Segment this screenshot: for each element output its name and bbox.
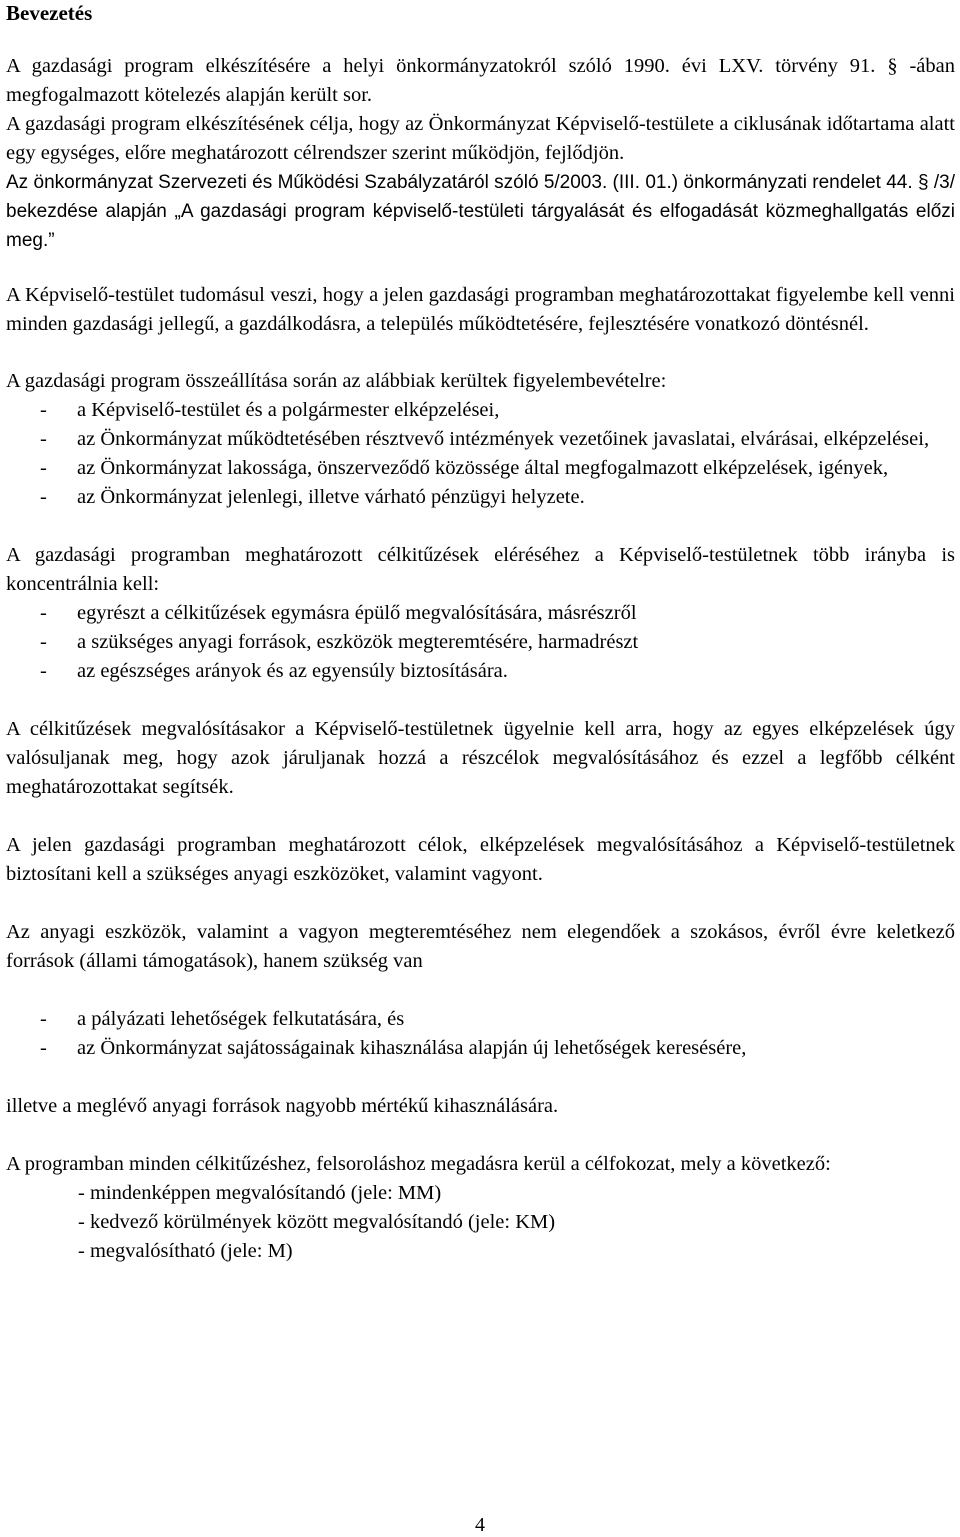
directions-list [6,599,955,686]
paragraph-resources: A jelen gazdasági programban meghatározott célok, elképzelések megvalósításához a Képviselő-testületnek biztosítani kell a szükséges anyagi eszközöket, valamint vagyont. [6,834,955,885]
considerations-list [6,396,955,512]
paragraph-considerations-intro: A gazdasági program összeállítása során az alábbiak kerültek figyelembevételre: [6,370,667,392]
paragraph-implementation: A célkitűzések megvalósításakor a Képviselő-testületnek ügyelnie kell arra, hogy az egyes elképzelések úgy valósuljanak meg, hogy azok járuljanak hozzá a részcélok megvalósításához és ezzel a legfőbb célként meghatározottakat segítsék. [6,718,955,798]
section-heading: Bevezetés [6,1,93,25]
document-page [6,0,955,1266]
list-item: - az Önkormányzat sajátosságainak kihasználása alapján új lehetőségek keresésére, [40,1037,747,1059]
intro-paragraph-legal-basis: A gazdasági program elkészítésére a helyi önkormányzatokról szóló 1990. évi LXV. törvény 91. § -ában megfogalmazott kötelezés alapján került sor. [6,55,955,106]
list-item: - az Önkormányzat működtetésében résztvevő intézmények vezetőinek javaslatai, elvárásai, elképzelései, [40,428,930,450]
list-item: - kedvező körülmények között megvalósítandó (jele: KM) [78,1211,556,1233]
list-item: - az egészséges arányok és az egyensúly biztosítására. [40,660,508,682]
list-item: - a pályázati lehetőségek felkutatására, és [40,1008,405,1030]
list-item: - az Önkormányzat lakossága, önszerveződő közössége által megfogalmazott elképzelések, igények, [40,457,889,479]
list-item: - az Önkormányzat jelenlegi, illetve várható pénzügyi helyzete. [40,486,585,508]
opportunities-list [6,1005,955,1063]
paragraph-council-acknowledgement: A Képviselő-testület tudomásul veszi, hogy a jelen gazdasági programban meghatározottakat figyelembe kell venni minden gazdasági jellegű, a gazdálkodásra, a település működtetésére, fejlesztésére vonatkozó döntésnél. [6,284,955,335]
list-item: - megvalósítható (jele: M) [78,1240,293,1262]
paragraph-target-levels: A programban minden célkitűzéshez, felsoroláshoz megadásra kerül a célfokozat, mely a következő: [6,1153,831,1175]
intro-paragraph-regulation: Az önkormányzat Szervezeti és Működési Szabályzatáról szóló 5/2003. (III. 01.) önkormányzati rendelet 44. § /3/ bekezdése alapján „A gazdasági program képviselő-testületi tárgyalását és elfogadását közmeghallgatás előzi meg.” [6,172,955,251]
list-item: - a szükséges anyagi források, eszközök megteremtésére, harmadrészt [40,631,639,653]
paragraph-existing-resources: illetve a meglévő anyagi források nagyobb mértékű kihasználására. [6,1095,559,1117]
list-item: - a Képviselő-testület és a polgármester elképzelései, [40,399,500,421]
page-number: 4 [475,1514,485,1536]
target-levels-list [6,1179,955,1266]
list-item: - egyrészt a célkitűzések egymásra épülő megvalósítására, másrészről [40,602,637,624]
intro-paragraph-purpose: A gazdasági program elkészítésének célja, hogy az Önkormányzat Képviselő-testülete a ciklusának időtartama alatt egy egységes, előre meghatározott célrendszer szerint működjön, fejlődjön. [6,113,955,164]
paragraph-goal-directions: A gazdasági programban meghatározott célkitűzések eléréséhez a Képviselő-testületnek több irányba is koncentrálnia kell: [6,544,955,595]
list-item: - mindenképpen megvalósítandó (jele: MM) [78,1182,442,1204]
paragraph-asset-creation: Az anyagi eszközök, valamint a vagyon megteremtéséhez nem elegendőek a szokásos, évről évre keletkező források (állami támogatások), hanem szükség van [6,921,955,972]
